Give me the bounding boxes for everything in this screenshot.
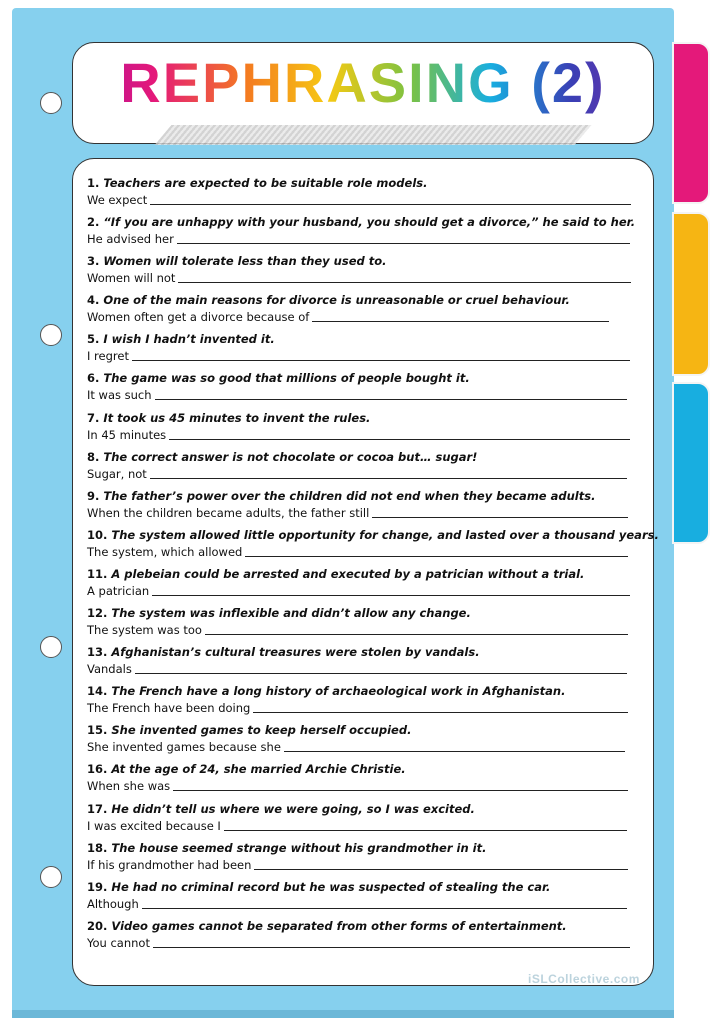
exercise-prompt-text: It took us 45 minutes to invent the rules.: [103, 410, 371, 425]
exercise-number: 16.: [87, 762, 108, 777]
exercise-number: 1.: [87, 176, 100, 190]
answer-line[interactable]: [155, 387, 628, 400]
exercise-prompt-text: The game was so good that millions of people bought it.: [103, 371, 470, 386]
exercise-prompt: [87, 722, 633, 738]
exercise-prompt: [87, 292, 633, 308]
answer-stem: Women often get a divorce because of: [87, 310, 310, 325]
exercise-prompt: [87, 566, 633, 582]
answer-row: [87, 895, 633, 912]
exercise-item: [87, 722, 633, 761]
exercise-number: 11.: [87, 566, 108, 581]
answer-line[interactable]: [245, 544, 628, 557]
exercise-prompt-text: The correct answer is not chocolate or cocoa but… sugar!: [103, 449, 478, 464]
exercise-prompt: [87, 253, 633, 269]
exercise-prompt: [87, 527, 659, 543]
answer-stem: Sugar, not: [87, 466, 147, 481]
exercise-prompt: [87, 449, 633, 465]
exercise-item: [87, 488, 633, 527]
answer-line[interactable]: [169, 427, 630, 440]
page-title: REPHRASING (2): [73, 51, 653, 115]
answer-stem: The French have been doing: [87, 701, 251, 716]
answer-line[interactable]: [254, 857, 628, 870]
exercise-item: [87, 801, 633, 840]
watermark: iSLCollective.com: [528, 972, 640, 986]
exercise-prompt-text: Teachers are expected to be suitable role models.: [103, 176, 428, 190]
exercise-item: [87, 879, 633, 918]
exercise-prompt: [87, 370, 633, 386]
answer-stem: It was such: [87, 388, 152, 403]
exercise-number: 3.: [87, 254, 100, 269]
exercise-item: [87, 175, 633, 214]
exercise-number: 19.: [87, 879, 108, 894]
exercise-number: 17.: [87, 801, 108, 816]
exercise-item: [87, 918, 633, 957]
exercise-prompt: [87, 918, 633, 934]
exercise-item: [87, 292, 633, 331]
answer-row: [87, 856, 633, 873]
answer-stem: A patrician: [87, 583, 150, 598]
exercise-number: 12.: [87, 606, 108, 621]
answer-row: [87, 504, 633, 521]
answer-stem: You cannot: [87, 935, 150, 950]
answer-line[interactable]: [253, 700, 628, 713]
exercise-prompt-text: Video games cannot be separated from other forms of entertainment.: [111, 918, 567, 933]
answer-row: [87, 191, 633, 208]
binder-hole: [40, 866, 62, 888]
answer-stem: When she was: [87, 779, 171, 794]
exercise-prompt: [87, 214, 636, 230]
answer-line[interactable]: [150, 192, 630, 205]
binder-hole: [40, 636, 62, 658]
exercise-item: [87, 566, 633, 605]
exercise-prompt-text: The system allowed little opportunity for change, and lasted over a thousand years.: [111, 527, 659, 542]
answer-row: [87, 386, 633, 403]
exercise-item: [87, 683, 633, 722]
answer-line[interactable]: [153, 935, 630, 948]
answer-row: [87, 934, 633, 951]
exercise-prompt: [87, 683, 633, 699]
exercise-prompt-text: One of the main reasons for divorce is unreasonable or cruel behaviour.: [103, 293, 570, 308]
binder-hole: [40, 324, 62, 346]
exercise-item: [87, 410, 633, 449]
answer-stem: In 45 minutes: [87, 427, 167, 442]
answer-line[interactable]: [205, 622, 628, 635]
exercise-number: 6.: [87, 371, 100, 386]
answer-line[interactable]: [142, 896, 628, 909]
answer-row: [87, 738, 633, 755]
exercise-prompt-text: The father’s power over the children did not end when they became adults.: [103, 488, 596, 503]
exercise-prompt: [87, 488, 633, 504]
exercise-prompt-text: “If you are unhappy with your husband, you should get a divorce,” he said to her.: [103, 215, 636, 230]
exercise-item: [87, 214, 636, 253]
exercise-list: [87, 175, 659, 957]
exercise-prompt: [87, 879, 633, 895]
exercise-prompt: [87, 644, 633, 660]
exercise-item: [87, 331, 633, 370]
answer-row: [87, 347, 633, 364]
answer-row: [87, 308, 633, 325]
exercise-prompt: [87, 801, 633, 817]
exercise-prompt: [87, 761, 633, 777]
answer-stem: I regret: [87, 349, 129, 364]
answer-stem: If his grandmother had been: [87, 857, 252, 872]
answer-line[interactable]: [284, 739, 625, 752]
exercise-prompt-text: The system was inflexible and didn’t allow any change.: [111, 606, 471, 621]
exercise-prompt: [87, 175, 633, 191]
exercise-card: [72, 158, 659, 986]
exercise-number: 9.: [87, 488, 100, 503]
exercise-prompt-text: Women will tolerate less than they used to.: [103, 254, 387, 269]
exercise-item: [87, 253, 633, 292]
answer-row: [87, 465, 633, 482]
exercise-prompt-text: I wish I hadn’t invented it.: [103, 332, 275, 347]
exercise-number: 20.: [87, 918, 108, 933]
exercise-prompt-text: The French have a long history of archaeological work in Afghanistan.: [111, 684, 566, 699]
exercise-number: 5.: [87, 332, 100, 347]
answer-row: [87, 817, 633, 834]
answer-row: [87, 269, 633, 286]
answer-stem: The system, which allowed: [87, 544, 243, 559]
exercise-number: 13.: [87, 645, 108, 660]
exercise-prompt-text: He had no criminal record but he was suspected of stealing the car.: [111, 879, 551, 894]
answer-line[interactable]: [152, 583, 630, 596]
answer-line[interactable]: [224, 818, 628, 831]
answer-stem: Women will not: [87, 271, 176, 286]
answer-row: [87, 660, 633, 677]
answer-stem: When the children became adults, the father still: [87, 505, 370, 520]
answer-row: [87, 582, 633, 599]
exercise-number: 10.: [87, 527, 108, 542]
exercise-prompt-text: The house seemed strange without his grandmother in it.: [111, 840, 487, 855]
exercise-item: [87, 605, 633, 644]
tab-yellow[interactable]: [672, 212, 710, 376]
answer-line[interactable]: [177, 231, 630, 244]
answer-line[interactable]: [150, 466, 628, 479]
exercise-item: [87, 527, 659, 566]
exercise-item: [87, 840, 633, 879]
exercise-number: 14.: [87, 684, 108, 699]
exercise-prompt: [87, 331, 633, 347]
title-shadow: [155, 125, 592, 145]
exercise-prompt: [87, 840, 633, 856]
answer-stem: Vandals: [87, 662, 132, 677]
answer-line[interactable]: [312, 309, 608, 322]
answer-stem: She invented games because she: [87, 740, 281, 755]
exercise-number: 7.: [87, 410, 100, 425]
exercise-number: 2.: [87, 215, 100, 230]
answer-stem: The system was too: [87, 623, 202, 638]
answer-row: [87, 230, 633, 247]
exercise-prompt-text: He didn’t tell us where we were going, so I was excited.: [111, 801, 475, 816]
exercise-item: [87, 370, 633, 409]
exercise-prompt-text: Afghanistan’s cultural treasures were stolen by vandals.: [111, 645, 480, 660]
answer-line[interactable]: [173, 778, 628, 791]
exercise-prompt: [87, 410, 633, 426]
answer-line[interactable]: [132, 348, 630, 361]
answer-line[interactable]: [178, 270, 630, 283]
title-card: [72, 42, 654, 144]
answer-stem: He advised her: [87, 232, 174, 247]
exercise-prompt-text: A plebeian could be arrested and executed by a patrician without a trial.: [111, 566, 585, 581]
answer-row: [87, 426, 633, 443]
answer-stem: We expect: [87, 193, 148, 207]
exercise-number: 8.: [87, 449, 100, 464]
binder-hole: [40, 92, 62, 114]
answer-row: [87, 777, 633, 794]
answer-line[interactable]: [135, 661, 628, 674]
exercise-prompt-text: At the age of 24, she married Archie Christie.: [111, 762, 406, 777]
tab-blue[interactable]: [672, 382, 710, 544]
binder-shadow: [12, 1010, 674, 1018]
exercise-number: 15.: [87, 723, 108, 738]
answer-row: [87, 621, 633, 638]
tab-pink[interactable]: [672, 42, 710, 204]
exercise-number: 18.: [87, 840, 108, 855]
exercise-item: [87, 761, 633, 800]
exercise-item: [87, 449, 633, 488]
answer-stem: I was excited because I: [87, 818, 221, 833]
answer-row: [87, 699, 633, 716]
exercise-number: 4.: [87, 293, 100, 308]
exercise-prompt: [87, 605, 633, 621]
answer-row: [87, 543, 633, 560]
exercise-prompt-text: She invented games to keep herself occupied.: [111, 723, 412, 738]
answer-line[interactable]: [372, 505, 628, 518]
exercise-item: [87, 644, 633, 683]
answer-stem: Although: [87, 896, 139, 911]
